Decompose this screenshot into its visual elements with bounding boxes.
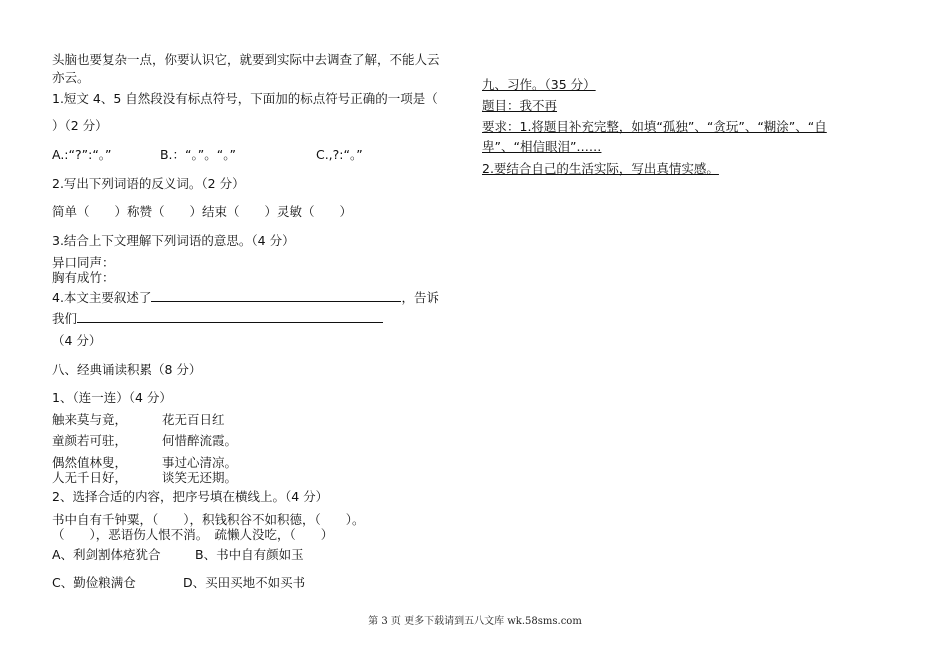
question-1-options [52, 147, 363, 163]
choice-d: D、买田买地不如买书 [183, 575, 306, 590]
answer-line [151, 290, 401, 302]
question-4-suffix: ，告诉 [401, 290, 439, 305]
option-c: C.,?:“。” [315, 147, 363, 162]
requirement-1-cont: 卑”、“相信眼泪”…… [482, 139, 602, 154]
question-4 [52, 290, 439, 306]
requirement-2: 2.要结合自己的生活实际，写出真情实感。 [482, 161, 719, 176]
pair-left: 偶然值林叟， [52, 455, 128, 470]
section-8-item-2: 2、选择合适的内容，把序号填在横线上。（4 分） [52, 489, 329, 504]
intro-line-1: 头脑也要复杂一点，你要认识它，就要到实际中去调查了解，不能人云 [52, 52, 440, 67]
intro-line-2: 亦云。 [52, 70, 90, 85]
section-8-item-1: 1、（连一连）（4 分） [52, 390, 172, 405]
page-footer: 第 3 页 更多下载请到五八文库 wk.58sms.com [368, 616, 582, 627]
match-pair [52, 412, 225, 428]
question-2-words: 简单（ ）称赞（ ）结束（ ）灵敏（ ） [52, 204, 353, 219]
fill-line-1: 书中自有千钟粟，（ ），积钱积谷不如积德，（ ）。 [52, 512, 365, 527]
choice-c: C、勤俭粮满仓 [52, 575, 136, 590]
option-a: A.:“?”:“。” [52, 147, 112, 162]
pair-left: 人无千日好， [52, 470, 128, 485]
choice-a: A、利剑割体疮犹合 [52, 547, 161, 562]
pair-left: 童颜若可驻， [52, 433, 128, 448]
pair-right: 何惜醉流霞。 [162, 433, 238, 448]
question-1-score: ）（2 分） [52, 118, 108, 133]
question-3-word-2: 胸有成竹： [52, 270, 115, 285]
question-4-line-2-text: 我们 [52, 311, 78, 326]
question-2: 2.写出下列词语的反义词。（2 分） [52, 176, 245, 191]
essay-topic: 题目：我不再 [482, 98, 558, 113]
question-3-word-1: 异口同声： [52, 255, 115, 270]
choice-row-1 [52, 547, 304, 563]
option-b: B.：“。”。“。” [159, 147, 236, 162]
match-pair [52, 455, 237, 471]
choice-b: B、书中自有颜如玉 [195, 547, 304, 562]
question-3: 3.结合上下文理解下列词语的意思。（4 分） [52, 233, 295, 248]
pair-left: 触来莫与竟， [52, 412, 128, 427]
question-4-score: （4 分） [52, 333, 102, 348]
fill-line-2: （ ），恶语伤人恨不消。 疏懒人没吃，（ ） [52, 527, 334, 542]
answer-line [77, 311, 383, 323]
choice-row-2 [52, 575, 305, 591]
question-4-line-2 [52, 311, 383, 327]
requirement-1: 要求：1.将题目补充完整，如填“孤独”、“贪玩”、“糊涂”、“自 [482, 119, 827, 134]
section-9-title: 九、习作。（35 分） [482, 77, 596, 92]
match-pair [52, 470, 237, 486]
pair-right: 事过心清凉。 [162, 455, 238, 470]
question-4-prefix: 4.本文主要叙述了 [52, 290, 152, 305]
section-8-title: 八、经典诵读积累（8 分） [52, 362, 202, 377]
pair-right: 花无百日红 [162, 412, 225, 427]
match-pair [52, 433, 237, 449]
question-1: 1.短文 4、5 自然段没有标点符号，下面加的标点符号正确的一项是（ [52, 91, 438, 106]
pair-right: 谈笑无还期。 [162, 470, 238, 485]
